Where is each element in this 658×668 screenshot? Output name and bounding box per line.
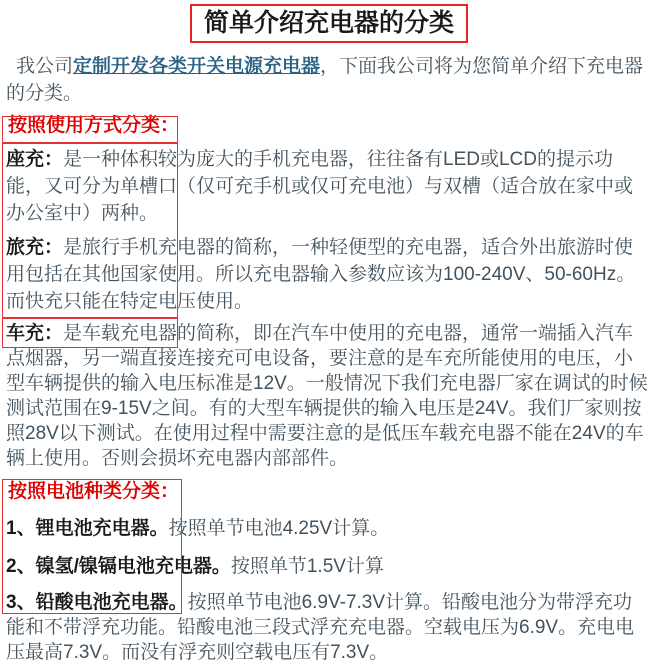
paragraph-car-charger: [6, 321, 650, 471]
paragraph-desk-charger: [6, 146, 650, 227]
section-battery-heading: 按照电池种类分类：: [8, 481, 180, 502]
lead-acid-text: 按照单节电池6.9V-7.3V计算。铅酸电池分为带浮充功能和不带浮充功能。铅酸电池三段式浮充充电器。空载电压为6.9V。充电电压最高7.3V。而没有浮充则空载电压有7.3V。: [6, 592, 635, 663]
travel-charger-label: 旅充：: [6, 237, 64, 258]
intro-paragraph: [6, 53, 650, 107]
nimh-label: 2、镍氢/镍镉电池充电器。: [6, 556, 231, 577]
car-charger-label: 车充：: [6, 323, 64, 344]
car-charger-text: 是车载充电器的简称，即在汽车中使用的充电器，通常一端插入汽车点烟器，另一端直接连接充可电设备，要注意的是车充所能使用的电压，小型车辆提供的输入电压标准是12V。一般情况下我们充电器厂家在调试的时候测试范围在9-15V之间。有的大型车辆提供的输入电压是24V。我们厂家则按照28V以下测试。在使用过程中需要注意的是低压车载充电器不能在24V的车辆上使用。否则会损坏充电器内部部件。: [6, 323, 648, 469]
list-item-lithium: [6, 515, 650, 542]
travel-charger-text: 是旅行手机充电器的简称，一种轻便型的充电器，适合外出旅游时使用包括在其他国家使用。所以充电器输入参数应该为100-240V、50-60Hz。而快充只能在特定电压使用。: [6, 237, 636, 312]
title-container: [0, 4, 658, 43]
section-usage-heading: 按照使用方式分类：: [8, 115, 180, 136]
page-title: 简单介绍充电器的分类: [190, 4, 468, 43]
intro-prefix: 我公司: [16, 56, 74, 77]
list-item-nimh: [6, 553, 650, 580]
desk-charger-label: 座充：: [6, 149, 64, 170]
list-item-lead-acid: [6, 590, 650, 665]
lithium-text: 按照单节电池4.25V计算。: [168, 518, 390, 539]
article-page: [0, 4, 658, 665]
desk-charger-text: 是一种体积较为庞大的手机充电器，往往备有LED或LCD的提示功能，又可分为单槽口（仅可充手机或仅可充电池）与双槽（适合放在家中或办公室中）两种。: [6, 149, 634, 224]
lead-acid-label: 3、铅酸电池充电器。: [6, 592, 188, 613]
custom-development-link[interactable]: 定制开发各类开关电源充电器: [73, 56, 321, 77]
paragraph-travel-charger: [6, 234, 650, 315]
lithium-label: 1、锂电池充电器。: [6, 518, 169, 539]
intro-suffix: ，下面我公司将为您简单介绍下充电器的分类。: [6, 56, 644, 104]
nimh-text: 按照单节1.5V计算: [230, 556, 384, 577]
